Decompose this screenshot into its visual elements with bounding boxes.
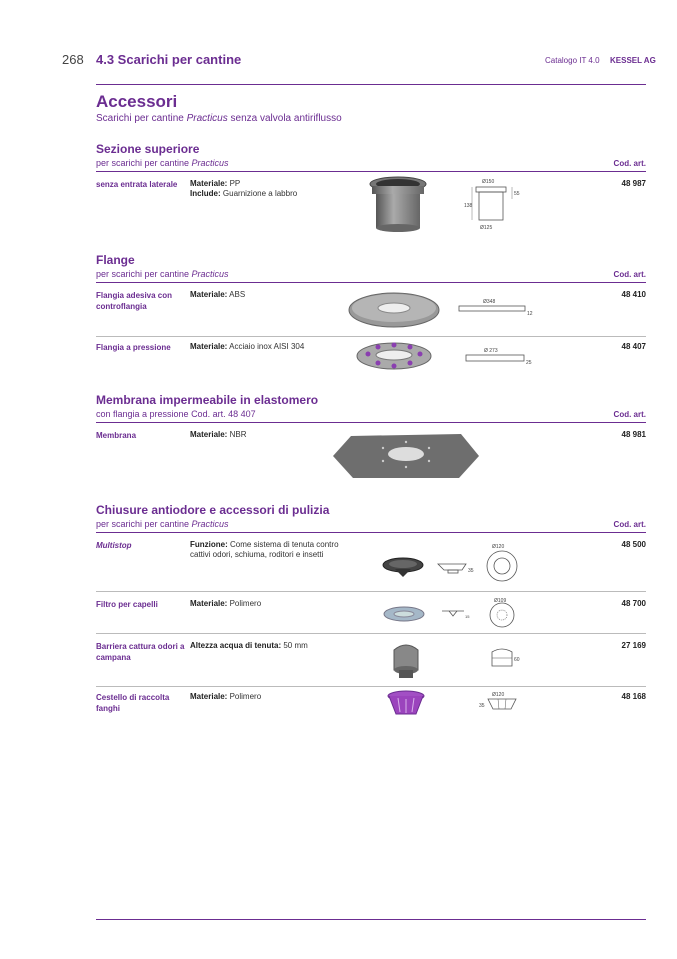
multistop-image bbox=[382, 556, 424, 578]
adhesive-flange-drawing bbox=[455, 297, 535, 321]
product-description: Materiale: PP Include: Guarnizione a labbro bbox=[190, 179, 298, 198]
dim-height: 25 bbox=[526, 360, 532, 366]
sludge-basket-drawing bbox=[478, 690, 522, 712]
section-subtitle: per scarichi per cantine Practicus bbox=[96, 158, 229, 168]
article-number: 27 169 bbox=[621, 641, 646, 650]
product-name: Cestello di raccolta fanghi bbox=[96, 693, 170, 713]
pressure-flange-drawing bbox=[462, 346, 534, 368]
row-divider bbox=[96, 686, 646, 687]
cod-art-header: Cod. art. bbox=[613, 520, 646, 529]
product-name: senza entrata laterale bbox=[96, 180, 178, 189]
product-name: Filtro per capelli bbox=[96, 600, 158, 609]
catalog-label: Catalogo IT 4.0 bbox=[545, 56, 600, 65]
product-description: Altezza acqua di tenuta: 50 mm bbox=[190, 641, 308, 650]
product-description: Materiale: Acciaio inox AISI 304 bbox=[190, 342, 305, 351]
page-title: Accessori bbox=[96, 92, 178, 111]
cod-art-header: Cod. art. bbox=[613, 159, 646, 168]
odor-bell-drawing bbox=[488, 646, 524, 670]
dim-height: 12 bbox=[527, 311, 533, 317]
product-description: Materiale: ABS bbox=[190, 290, 246, 299]
article-number: 48 981 bbox=[621, 430, 646, 439]
product-description: Materiale: NBR bbox=[190, 430, 247, 439]
dim-top: Ø150 bbox=[482, 179, 495, 185]
dim-height: 60 bbox=[514, 657, 520, 663]
multistop-side-drawing bbox=[436, 560, 476, 576]
dim-diameter: Ø120 bbox=[492, 692, 505, 698]
section-rule bbox=[96, 532, 646, 533]
product-name: Multistop bbox=[96, 541, 132, 550]
hair-filter-top-drawing bbox=[486, 597, 520, 629]
top-section-drawing bbox=[462, 177, 522, 233]
article-number: 48 410 bbox=[621, 290, 646, 299]
row-divider bbox=[96, 633, 646, 634]
dim-height: 15 bbox=[465, 614, 470, 619]
hair-filter-image bbox=[383, 606, 425, 622]
cod-art-header: Cod. art. bbox=[613, 410, 646, 419]
sludge-basket-image bbox=[386, 690, 426, 718]
article-number: 48 168 bbox=[621, 692, 646, 701]
brand-label: KESSEL AG bbox=[610, 56, 656, 65]
section-rule bbox=[96, 422, 646, 423]
row-divider bbox=[96, 591, 646, 592]
chapter-title: 4.3 Scarichi per cantine bbox=[96, 52, 242, 67]
section-title: Flange bbox=[96, 253, 135, 267]
dim-height-2: 55 bbox=[514, 191, 520, 197]
product-description: Funzione: Come sistema di tenuta contro cattivi odori, schiuma, roditori e insetti bbox=[190, 540, 339, 559]
dim-diameter: Ø120 bbox=[492, 544, 505, 550]
article-number: 48 407 bbox=[621, 342, 646, 351]
top-section-image bbox=[368, 176, 428, 234]
product-description: Materiale: Polimero bbox=[190, 599, 262, 608]
dim-diameter: Ø348 bbox=[483, 299, 496, 305]
section-subtitle: con flangia a pressione Cod. art. 48 407 bbox=[96, 409, 256, 419]
product-description: Materiale: Polimero bbox=[190, 692, 262, 701]
odor-bell-image bbox=[388, 640, 424, 680]
adhesive-flange-image bbox=[348, 291, 440, 329]
hair-filter-side-drawing bbox=[440, 604, 470, 622]
dim-height: 138 bbox=[464, 203, 473, 209]
article-number: 48 700 bbox=[621, 599, 646, 608]
dim-diameter: Ø 273 bbox=[484, 348, 498, 354]
section-title: Chiusure antiodore e accessori di pulizia bbox=[96, 503, 330, 517]
section-title: Membrana impermeabile in elastomero bbox=[96, 393, 319, 407]
section-rule bbox=[96, 171, 646, 172]
section-subtitle: per scarichi per cantine Practicus bbox=[96, 269, 229, 279]
multistop-top-drawing bbox=[482, 543, 522, 583]
row-divider bbox=[96, 336, 646, 337]
dim-height: 35 bbox=[479, 703, 485, 709]
dim-height: 35 bbox=[468, 568, 474, 574]
product-name: Membrana bbox=[96, 431, 137, 440]
product-name: Barriera cattura odori a campana bbox=[96, 642, 185, 662]
section-rule bbox=[96, 282, 646, 283]
page-number: 268 bbox=[62, 52, 84, 67]
product-name: Flangia adesiva con controflangia bbox=[96, 291, 173, 311]
dim-diameter: Ø109 bbox=[494, 598, 507, 604]
page-subtitle: Scarichi per cantine Practicus senza valvola antiriflusso bbox=[96, 113, 342, 124]
dim-bottom: Ø125 bbox=[480, 225, 493, 231]
section-subtitle: per scarichi per cantine Practicus bbox=[96, 519, 229, 529]
header-rule bbox=[96, 84, 646, 85]
pressure-flange-image bbox=[356, 340, 432, 370]
article-number: 48 987 bbox=[621, 179, 646, 188]
footer-rule bbox=[96, 919, 646, 920]
membrane-image bbox=[331, 428, 481, 480]
article-number: 48 500 bbox=[621, 540, 646, 549]
section-title: Sezione superiore bbox=[96, 142, 200, 156]
cod-art-header: Cod. art. bbox=[613, 270, 646, 279]
product-name: Flangia a pressione bbox=[96, 343, 171, 352]
